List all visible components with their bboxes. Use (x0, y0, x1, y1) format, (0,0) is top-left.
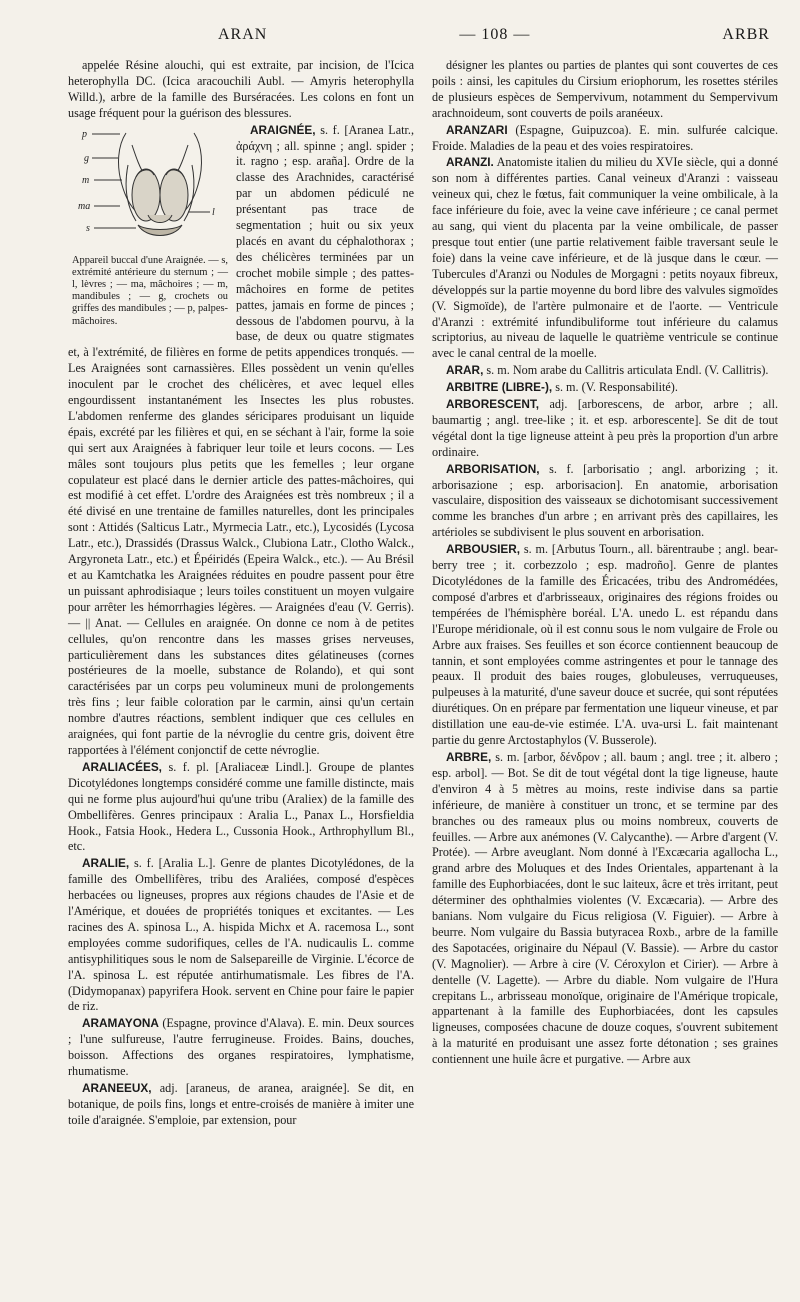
entry (68, 1016, 414, 1080)
entry-text: (Espagne, province d'Alava). E. min. Deux sources ; l'une sulfureuse, l'autre ferrugineuse. Froides. Bains, douches, boisson. Affections des organes respiratoires, lymphatisme, rhumatisme. (68, 1016, 414, 1079)
entry-headword: ARBRE, (446, 749, 492, 764)
entry (432, 155, 778, 362)
text-columns (68, 58, 778, 1130)
page-number: — 108 — (459, 26, 531, 43)
entry-text: adj. [arborescens, de arbor, arbre ; all. baumartig ; angl. tree-like ; it. et esp. arborescente]. Se dit de tout végétal dont la tige ligneuse atteint à peu près la proportion d'un arbre ordinaire. (432, 397, 778, 459)
entry-text: adj. [araneus, de aranea, araignée]. Se dit, en botanique, de poils fins, longs et entre-croisés de manière à imiter une toile d'araignée. S'emploie, par extension, pour (68, 1081, 414, 1127)
entry-text: s. f. pl. [Araliaceæ Lindl.]. Groupe de plantes Dicotylédones longtemps considéré comme une famille distincte, mais qui ne forme plus aujourd'hui qu'une tribu (Araliex) de la famille des Ombellifères. Genres principaux : Aralia L., Panax L., Horsfieldia Hook., Fatsia Hook., Hedera L., Cussonia Hook., Arthrophyllum Bl., etc. (68, 759, 414, 854)
entry (68, 1081, 414, 1129)
entry-headword: ARBITRE (LIBRE-), (446, 380, 553, 395)
entry-text: (Espagne, Guipuzcoa). E. min. sulfurée calcique. Froide. Maladies de la peau et des voies respiratoires. (432, 122, 778, 153)
spider-mouthparts-figure (66, 125, 228, 328)
running-header (68, 26, 778, 52)
figure-caption: Appareil buccal d'une Araignée. — s, extrémité antérieure du sternum ; — l, lèvres ; — ma, mâchoires ; — m, mandibules ; — g, crochets ou griffes des mandibules ; — p, palpes-mâchoires. (72, 254, 228, 327)
entry (432, 58, 778, 122)
entry-text: s. m. [arbor, δένδρον ; all. baum ; angl. tree ; it. albero ; esp. arbol]. — Bot. Se dit de tout végétal dont la tige ligneuse, haute d'environ 4 à 5 mètres au moins, reste indivise dans sa partie inférieure, de manière à constituer un tronc, et se termine par des branches ou des rameaux plus ou moins nombreux, couverts de feuilles. — Arbre aux anémones (V. Calycanthe). — Arbre d'argent (V. Protée). — Arbre aveuglant. Nom donné à l'Excæcaria agallocha L., grand arbre des Moluques et des Indes Orientales, appartenant à la famille des Euphorbiacées, dont le suc laiteux, âcre et très irritant, peut déterminer des ophthalmies violentes (V. Excæcaria). — Arbre des banians. Nom vulgaire du Ficus religiosa (V. Figuier). — Arbre à beurre. Nom vulgaire du Bassia butyracea Roxb., arbre de la famille des Sapotacées, originaire du Népaul (V. Bassie). — Arbre du castor (V. Magnolier). — Arbre à cire (V. Céroxylon et Cirier). — Arbre à dentelle (V. Lagette). — Arbre du diable. Nom vulgaire de l'Hura crepitans L., arbrisseau monoïque, originaire de l'Amérique tropicale, appartenant à la famille des Euphorbiacées, dont les capsules ligneuses, composées chacune de douze coques, s'ouvrent subitement à la maturité en produisant une assez forte détonation ; ses graines contiennent une huile âcre et purgative. — Arbre aux (432, 749, 778, 1067)
figure-label-s: s (86, 222, 90, 234)
right-column (432, 58, 778, 1130)
entry (432, 462, 778, 542)
entry-headword: ARANZI. (446, 155, 494, 170)
figure-label-m: m (82, 174, 90, 186)
entry-text: Anatomiste italien du milieu du XVIe siècle, qui a donné son nom à différentes parties. Canal veineux d'Aranzi : vaisseau veineux qui, chez le fœtus, fait communiquer la veine ombilicale, à la face inférieure du foie, avec la veine cave inférieure ; ce canal permet au sang, qui vient du placenta par la veine ombilicale, de passer presque tout entier (une partie relativement faible traversant seule le foie) dans la veine cave inférieure, et de là jusque dans le cœur. — Tubercules d'Aranzi ou Nodules de Morgagni : petits noyaux fibreux, développés sur la partie moyenne du bord libre des valvules sigmoïdes (V. Sigmoïde), de l'artère pulmonaire et de l'aorte. — Ventricule d'Aranzi : extrémité infundibuliforme tout inférieure du calamus scriptorius, au niveau de laquelle le quatrième ventricule se continue avec le canal central de la moelle. (432, 155, 778, 361)
figure-label-p: p (82, 128, 87, 140)
figure-label-l: l (212, 206, 215, 218)
entry-text: appelée Résine alouchi, qui est extraite, par incision, de l'Icica heterophylla DC. (Icica aracouchili Aubl. — Amyris heterophylla Willd.), arbre de la famille des Burséracées. Les colons en font un usage fréquent pour la guérison des blessures. (68, 58, 414, 120)
entry-text: s. f. [arborisatio ; angl. arborizing ; it. arborisazione ; esp. arborisacion]. En anatomie, arborisation vasculaire, disposition des vaisseaux se dichotomisant successivement comme les branches d'un arbre ; en arrivant près des capillaires, les artérioles se subdivisent le plus souvent en arborisation. (432, 461, 778, 540)
entry-headword: ARAR, (446, 363, 484, 378)
entry-headword: ARANEEUX, (82, 1081, 152, 1095)
entry-headword: ARBORISATION, (446, 461, 540, 476)
entry-text: s. m. Nom arabe du Callitris articulata Endl. (V. Callitris). (483, 363, 769, 378)
entry (68, 58, 414, 122)
entry (432, 750, 778, 1068)
entry-text: désigner les plantes ou parties de plantes qui sont couvertes de ces poils : ainsi, les capitules du Cirsium eriophorum, les rosettes stériles de plusieurs espèces de Sempervivum, notamment du Sempervivum arachnoideum, sont couverts de poils aranéeux. (432, 58, 778, 120)
entry-headword: ARALIACÉES, (82, 759, 162, 774)
entry-headword: ARANZARI (446, 122, 508, 137)
entry-text: s. m. [Arbutus Tourn., all. bärentraube ; angl. bear-berry tree ; it. corbezzolo ; esp. madroño]. Genre de plantes Dicotylédones de la famille des Éricacées, tribu des Andromédées, composé d'arbres et d'arbrisseaux, originaires des régions froides ou tempérées de l'hémisphère boréal. L'A. unedo L. est répandu dans l'Europe méridionale, où il est connu sous le nom vulgaire de Frole ou Arbre aux fraises. Ses feuilles et son écorce contiennent beaucoup de tannin, et sont employées comme astringentes et pour le tannage des peaux. Il produit des baies rouges, globuleuses, verruqueuses, pulpeuses à la maturité, d'une saveur douce et sucrée, qui sont réputées diurétiques. On en prépare par fermentation une liqueur vineuse, et par distillation une eau-de-vie estimée. L'A. uva-ursi L. fait maintenant partie du genre Arctostaphylos (V. Busserole). (432, 542, 778, 748)
entry-headword: ARBORESCENT, (446, 397, 540, 412)
entry-headword: ARBOUSIER, (446, 542, 521, 557)
header-left-guide-word: ARAN (218, 26, 268, 43)
entry (68, 760, 414, 855)
entry-text: s. f. [Aralia L.]. Genre de plantes Dicotylédones, de la famille des Ombellifères, tribu des Araliées, composé d'espèces herbacées ou ligneuses, propres aux régions chaudes de l'Asie et de l'Amérique, et douées de propriétés toniques et excitantes. — Les racines des A. spinosa L., A. hispida Michx et A. racemosa L., sont employées comme sudorifiques, celles de l'A. nudicaulis L. comme antisyphilitiques sous le nom de Salsepareille de Virginie. L'écorce de l'A. spinosa L. est réputée antirhumatismale. Les fibres de l'A. (Didymopanax) papyrifera Hook. servent en Chine pour faire le papier de riz. (68, 856, 414, 1014)
entry (432, 397, 778, 461)
entry-headword: ARALIE, (82, 856, 130, 871)
figure-label-ma: ma (78, 200, 91, 212)
entry (432, 363, 778, 379)
left-column (68, 58, 414, 1130)
entry (432, 380, 778, 396)
entry-text: s. f. [Aranea Latr., ἀράχνη ; all. spinne ; angl. spider ; it. ragno ; esp. araña]. Ordre de la classe des Arachnides, caractérisé par un abdomen pédiculé ne présentant pas trace de segmentation ; huit ou six yeux placés en avant du céphalothorax ; des chélicères terminées par un crochet mobile simple ; des pattes-mâchoires en forme de petites pattes, jamais en forme de pinces ; dessous de l'abdomen pourvu, à la base, de deux ou quatre stigmates et, à l'extrémité, de filières en forme de petits appendices tronqués. — Les Araignées sont carnassières. Elles possèdent un venin qu'elles inoculent par le crochet des chélicères, et avec lequel elles engourdissent instantanément les Insectes les plus robustes. L'abdomen renferme des glandes séricipares produisant un liquide épais, excrété par les filières et qui, en se séchant à l'air, forme la soie qui sert aux Araignées à fabriquer leur toile et leurs cocons. — Les mâles sont toujours plus petits que les femelles ; leur organe copulateur est placé dans le dernier article des pattes-mâchoires, qui est modifié à cet effet. L'ordre des Araignées est très nombreux ; il a été divisé en une trentaine de familles naturelles, dont les principales sont : Attidés (Salticus Latr., Myrmecia Latr., etc.), Lycosidés (Lycosa Latr., etc.), Drassidés (Drassus Walck., Clubiona Latr., Clotho Walck., Argyroneta Latr., etc.) et Épéiridés (Epeira Walck., etc.). — Au Brésil et au Kamtchatka les Araignées réduites en poudre passent pour être un puissant aphrodisiaque ; leurs toiles constituent un moyen vulgaire pour arrêter les hémorrhagies légères. — Araignées d'eau (V. Gerris). — || Anat. — Cellules en araignée. On donne ce nom à de petites cellules, qu'on rencontre dans les masses grises nerveuses, particulièrement dans les substances dites gélatineuses (cornes postérieures de la moelle, substance de Rolando), et qui sont caractérisées par un corps peu volumineux muni de prolongements très fins ; leur faible coloration par le carmin, ainsi qu'un certain nombre d'autres réactions, semblent indiquer que ces cellules en araignées, qui font partie de la névroglie du centre gris, doivent être rapportées à l'élément conjonctif de cette névroglie. (68, 122, 414, 757)
entry (432, 123, 778, 155)
entry (68, 856, 414, 1015)
entry-headword: ARAIGNÉE, (250, 122, 316, 137)
entry-headword: ARAMAYONA (82, 1016, 159, 1031)
spider-mouthparts-illustration (66, 125, 228, 253)
figure-label-g: g (84, 152, 89, 164)
header-right-guide-word: ARBR (722, 26, 770, 43)
entry-text: s. m. (V. Responsabilité). (552, 380, 678, 395)
entry (432, 542, 778, 749)
